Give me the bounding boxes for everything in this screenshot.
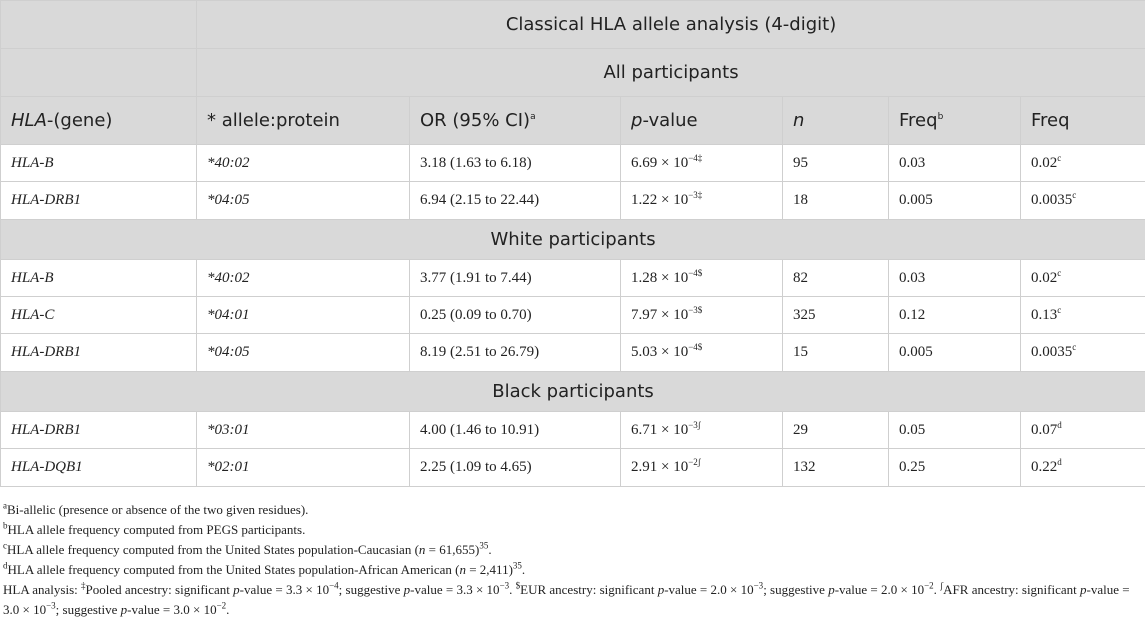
- freq-pegs-cell: 0.25: [889, 449, 1021, 487]
- pvalue-cell: $1.28 \times 10^{-4\$}$: [621, 260, 783, 297]
- or-cell: 8.19 (2.51 to 26.79): [410, 334, 621, 372]
- freq-pegs-cell: 0.005: [889, 334, 1021, 372]
- table-row: [1, 412, 1145, 449]
- table-row: [1, 449, 1145, 487]
- n-cell: 18: [783, 182, 889, 220]
- pvalue-cell: $5.03 \times 10^{-4\$}$: [621, 334, 783, 372]
- or-cell: 2.25 (1.09 to 4.65): [410, 449, 621, 487]
- freq-pegs-cell: 0.03: [889, 145, 1021, 182]
- or-cell: 6.94 (2.15 to 22.44): [410, 182, 621, 220]
- allele-cell: *40:02: [197, 145, 410, 182]
- n-cell: 82: [783, 260, 889, 297]
- gene-cell: HLA-C: [1, 297, 197, 334]
- n-cell: 132: [783, 449, 889, 487]
- freq-us-cell: 0.0035$^c$: [1021, 334, 1145, 372]
- table-row: [1, 297, 1145, 334]
- allele-cell: *40:02: [197, 260, 410, 297]
- freq-us-cell: 0.22$^d$: [1021, 449, 1145, 487]
- n-cell: 95: [783, 145, 889, 182]
- allele-cell: *04:01: [197, 297, 410, 334]
- section-title-all: All participants: [197, 49, 1145, 97]
- or-cell: 0.25 (0.09 to 0.70): [410, 297, 621, 334]
- table-row: [1, 182, 1145, 220]
- allele-cell: *04:05: [197, 334, 410, 372]
- pvalue-cell: $6.69 \times 10^{-4\ddagger}$: [621, 145, 783, 182]
- footnote-a: $^a$Bi-allelic (presence or absence of the two given residues).: [3, 500, 309, 517]
- col-header-freq-us: Freq: [1021, 97, 1145, 145]
- col-header-allele: * allele:protein: [197, 97, 410, 145]
- freq-us-cell: 0.07$^d$: [1021, 412, 1145, 449]
- freq-us-cell: 0.0035$^c$: [1021, 182, 1145, 220]
- freq-us-cell: 0.13$^c$: [1021, 297, 1145, 334]
- section-title-black: Black participants: [1, 372, 1145, 412]
- col-header-pvalue: p-value: [621, 97, 783, 145]
- gene-cell: HLA-DRB1: [1, 182, 197, 220]
- or-cell: 3.18 (1.63 to 6.18): [410, 145, 621, 182]
- column-header-row: [1, 97, 1145, 145]
- footnotes: [3, 500, 1141, 620]
- pvalue-cell: $1.22 \times 10^{-3\ddagger}$: [621, 182, 783, 220]
- allele-cell: *02:01: [197, 449, 410, 487]
- gene-cell: HLA-DRB1: [1, 334, 197, 372]
- col-header-gene: HLA-(gene): [1, 97, 197, 145]
- or-cell: 3.77 (1.91 to 7.44): [410, 260, 621, 297]
- footnote-d: $^d$HLA allele frequency computed from the United States population-African American (n = 2,411)$^{35}$.: [3, 560, 526, 577]
- or-cell: 4.00 (1.46 to 10.91): [410, 412, 621, 449]
- footnote-c: $^c$HLA allele frequency computed from the United States population-Caucasian (n = 61,655)$^{35}$.: [3, 540, 492, 557]
- n-cell: 325: [783, 297, 889, 334]
- freq-pegs-cell: 0.12: [889, 297, 1021, 334]
- gene-cell: HLA-DQB1: [1, 449, 197, 487]
- table-row: [1, 145, 1145, 182]
- n-cell: 15: [783, 334, 889, 372]
- header-blank-cell: [1, 49, 197, 97]
- freq-pegs-cell: 0.05: [889, 412, 1021, 449]
- col-header-freq-pegs: Freq$^b$: [889, 97, 1021, 145]
- freq-pegs-cell: 0.005: [889, 182, 1021, 220]
- header-blank-cell: [1, 1, 197, 49]
- allele-cell: *03:01: [197, 412, 410, 449]
- section-title-white: White participants: [1, 220, 1145, 260]
- table-row: [1, 334, 1145, 372]
- table-title: Classical HLA allele analysis (4-digit): [197, 1, 1145, 49]
- freq-us-cell: 0.02$^c$: [1021, 145, 1145, 182]
- allele-cell: *04:05: [197, 182, 410, 220]
- freq-us-cell: 0.02$^c$: [1021, 260, 1145, 297]
- freq-pegs-cell: 0.03: [889, 260, 1021, 297]
- col-header-n: n: [783, 97, 889, 145]
- pvalue-cell: $2.91 \times 10^{-2ʃ}$: [621, 449, 783, 487]
- pvalue-cell: $6.71 \times 10^{-3ʃ}$: [621, 412, 783, 449]
- n-cell: 29: [783, 412, 889, 449]
- gene-cell: HLA-B: [1, 145, 197, 182]
- col-header-or: OR (95% CI)$^a$: [410, 97, 621, 145]
- table-row: [1, 260, 1145, 297]
- footnote-b: $^b$HLA allele frequency computed from PEGS participants.: [3, 520, 306, 537]
- gene-cell: HLA-B: [1, 260, 197, 297]
- gene-cell: HLA-DRB1: [1, 412, 197, 449]
- pvalue-cell: $7.97 \times 10^{-3\$}$: [621, 297, 783, 334]
- footnote-hla-analysis: HLA analysis: ‡Pooled ancestry: significant p-value = $3.3 \times 10^{-4}$; suggestive p-value = $3.3 \times 10^{-3}$. $EUR ancestry: significant p-value = $2.0 \times 10^{-3}$; suggestive p-value = $2.0 \times 10^{-2}$. $^ʃ$AFR ancestry: significant p-value = $3.0 \times 10^{-3}$; suggestive p-value = $3.0 \times 10^{-2}$.: [3, 580, 1130, 617]
